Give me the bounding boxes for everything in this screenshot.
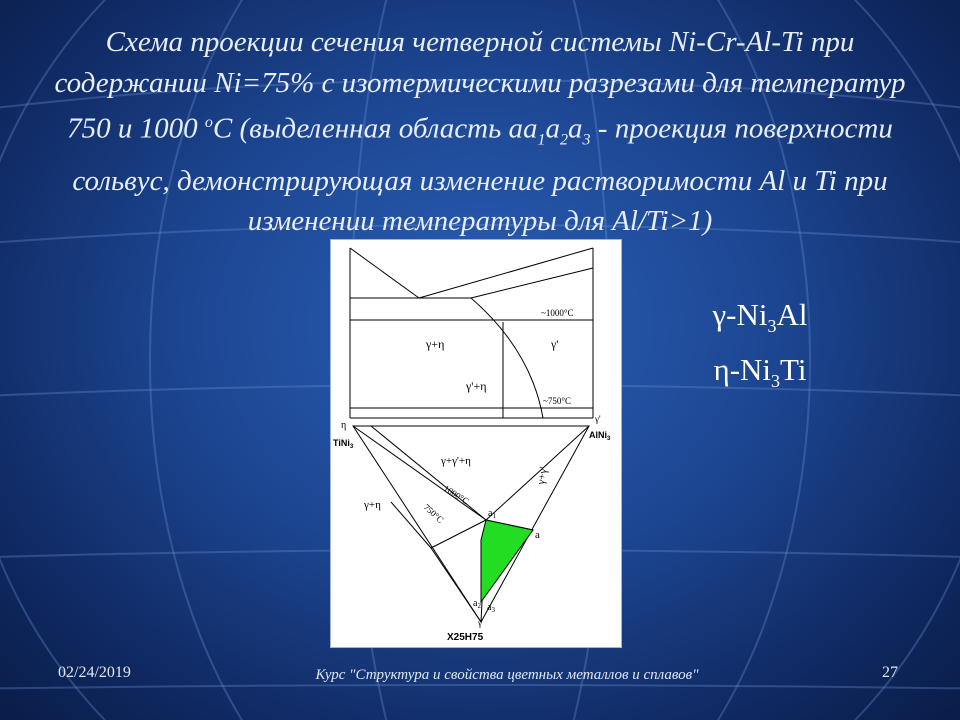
label-tini3: TiNi$_3$ <box>333 438 354 450</box>
label-g-eta-upper: γ+η <box>426 337 445 351</box>
iso-750-lower <box>431 548 481 622</box>
label-iso750: 750°C <box>421 502 446 525</box>
label-t1000: ~1000°С <box>541 308 574 318</box>
phase-legend <box>690 293 830 403</box>
label-x25h75: X25H75 <box>447 632 484 643</box>
upper-right-diagonal-1 <box>419 248 593 298</box>
label-g-gp: γ+γ' <box>535 465 551 486</box>
title-part3: - проекция поверхности сольвус, демонстрирующая изменение растворимости Al и Ti при изменении температуры для Al/Ti>1) <box>72 112 893 238</box>
footer-date: 02/24/2019 <box>58 664 131 681</box>
label-g-eta-mid: γ'+η <box>466 379 487 393</box>
title-sub2: 2 <box>560 131 569 149</box>
legend-eta: $\eta-Ni_3Ti$ <box>713 352 807 392</box>
label-gprime-corner: γ' <box>595 414 601 424</box>
label-t750: ~750°С <box>543 396 571 406</box>
label-a1: $a_1$ <box>488 508 496 520</box>
label-a3: $a_3$ <box>487 602 495 614</box>
upper-right-diagonal-2 <box>471 268 593 298</box>
solvus-projection-region <box>481 520 533 602</box>
phase-diagram-figure <box>330 239 622 648</box>
footer-page-number: 27 <box>882 664 898 681</box>
title-a3: а <box>568 112 583 145</box>
label-g-gp-eta: γ+γ'+η <box>441 455 471 467</box>
title-a2: а <box>545 112 561 145</box>
label-gprime-upper: γ' <box>551 337 559 351</box>
legend-gamma: $\gamma-Ni_3Al$ <box>712 297 808 337</box>
section-triangle <box>353 426 589 622</box>
label-alni3: AlNi$_3$ <box>589 430 611 442</box>
title-degree: о <box>204 114 213 131</box>
footer-course: Курс "Структура и свойства цветных металлов и сплавов" <box>315 667 699 683</box>
upper-diagonal-line <box>350 248 419 298</box>
label-a: a <box>535 529 540 541</box>
label-g-eta-lower: γ+η <box>364 499 381 511</box>
solvus-curve <box>471 298 543 418</box>
title-sub3: 3 <box>582 131 591 149</box>
slide-title <box>30 22 930 242</box>
title-part2: С (выделенная область аа <box>212 112 538 145</box>
label-eta-corner: η <box>341 420 347 431</box>
label-a2: $a_2$ <box>473 598 481 610</box>
label-iso1000: 1000°C <box>441 483 471 507</box>
title-part1: Схема проекции сечения четверной системы Ni-Cr-Al-Ti при содержании Ni=75% с изотермическими разрезами для температур 750 и 1000 <box>54 26 906 145</box>
title-sub1: 1 <box>537 131 546 149</box>
label-gamma-bottom: γ <box>478 618 482 628</box>
phase-diagram <box>331 240 621 647</box>
